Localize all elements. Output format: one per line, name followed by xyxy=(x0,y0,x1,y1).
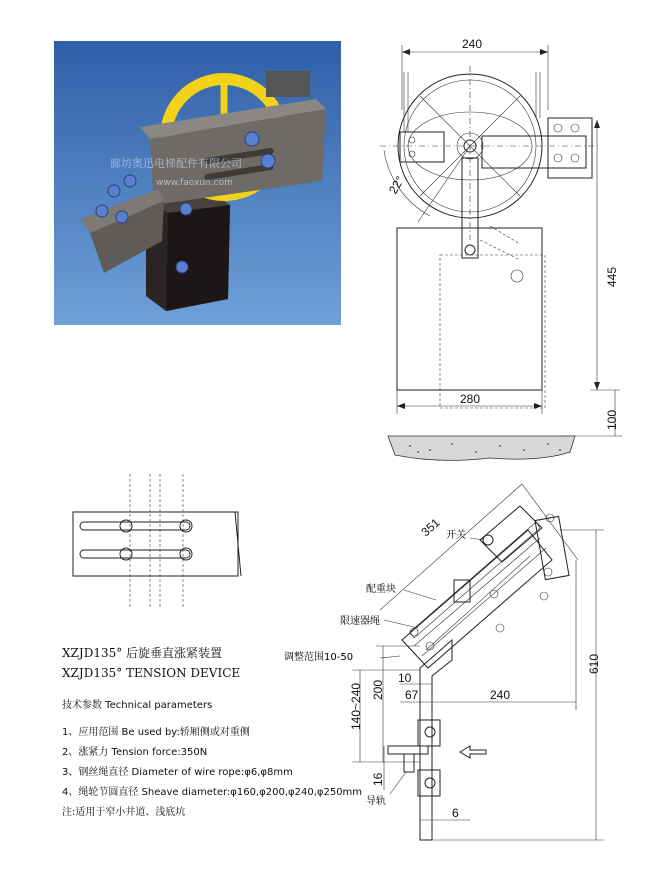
switch-box xyxy=(266,71,310,97)
dim-610: 610 xyxy=(587,653,601,674)
dim-240-side: 240 xyxy=(490,688,511,702)
params-heading: 技术参数 Technical parameters xyxy=(62,700,213,711)
dim-22-angle: 22° xyxy=(385,173,408,197)
param-item-4: 4、绳轮节圆直径 Sheave diameter:φ160,φ200,φ240,φ250mm xyxy=(62,787,363,798)
product-photo xyxy=(54,41,341,325)
label-rail: 导轨 xyxy=(366,796,386,807)
dim-351: 351 xyxy=(418,515,443,540)
label-adjust: 调整范围10-50 xyxy=(284,652,354,663)
side-view xyxy=(349,484,604,840)
dim-16: 16 xyxy=(371,772,385,786)
title-en: XZJD135° TENSION DEVICE xyxy=(62,666,241,680)
watermark-url: www.faoxun.com xyxy=(156,178,233,188)
label-weight: 配重块 xyxy=(366,584,396,595)
watermark-text: 廊坊奥迅电梯配件有限公司 xyxy=(110,157,242,170)
dim-67: 67 xyxy=(405,688,419,702)
param-item-2: 2、涨紧力 Tension force:350N xyxy=(62,747,208,758)
dim-6: 6 xyxy=(452,806,459,820)
label-switch: 开关 xyxy=(446,530,466,541)
param-item-1: 1、应用范围 Be used by:轿厢侧或对重侧 xyxy=(62,727,250,738)
dim-100: 100 xyxy=(605,409,619,430)
dim-240-top: 240 xyxy=(462,37,483,51)
dim-200: 200 xyxy=(371,679,385,700)
dim-140-240: 140~240 xyxy=(349,682,363,730)
front-view xyxy=(380,37,622,460)
dim-280: 280 xyxy=(460,392,481,406)
param-note: 注:适用于窄小井道、浅底坑 xyxy=(62,807,186,818)
title-cn: XZJD135° 后旋垂直涨紧装置 xyxy=(62,646,223,660)
param-item-3: 3、钢丝绳直径 Diameter of wire rope:φ6,φ8mm xyxy=(62,767,293,778)
dim-10: 10 xyxy=(398,671,412,685)
dim-445: 445 xyxy=(605,266,619,287)
label-rope: 限速器绳 xyxy=(340,616,380,627)
slot-detail-view xyxy=(73,474,241,608)
